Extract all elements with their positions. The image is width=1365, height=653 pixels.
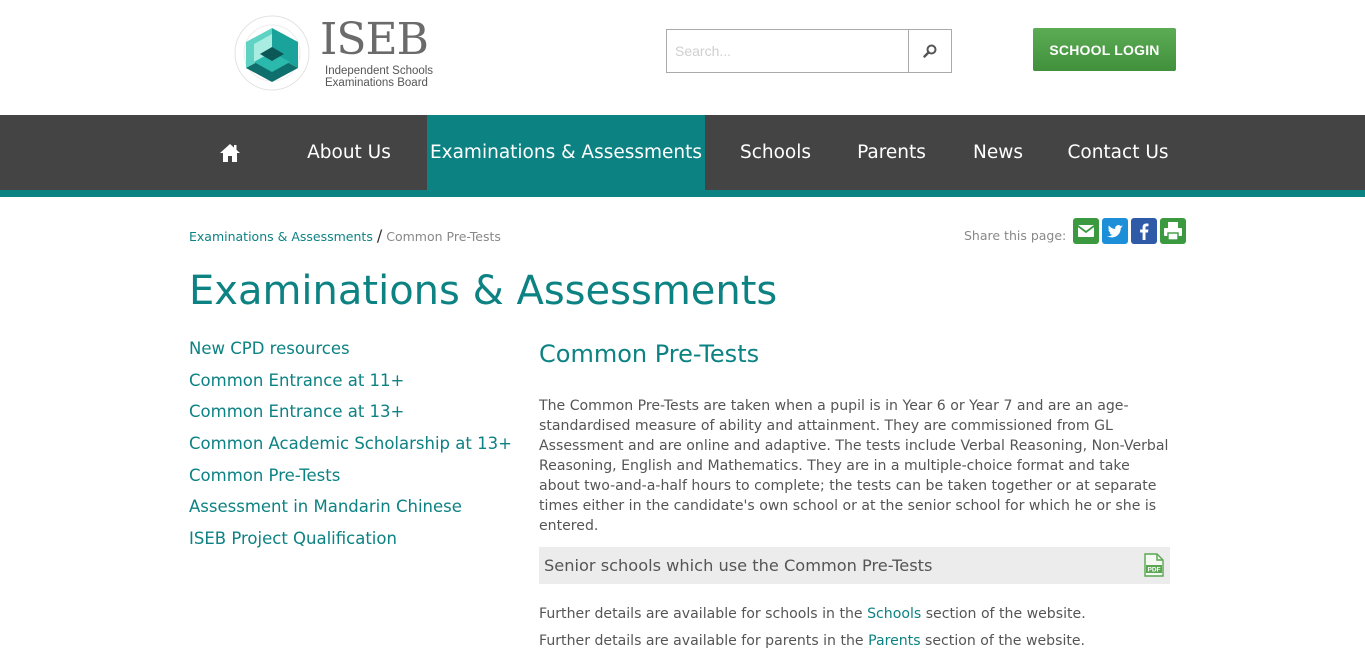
- parents-note: [539, 633, 1170, 649]
- section-heading: Common Pre-Tests: [539, 340, 760, 368]
- intro-paragraph: The Common Pre-Tests are taken when a pupil is in Year 6 or Year 7 and are an age-standardised measure of ability and attainment. They are commissioned from GL Assessment and are online and adaptive. The tests include Verbal Reasoning, Non-Verbal Reasoning, English and Mathematics. They are in a multiple-choice format and take about two-and-a-half hours to complete; the tests can be taken together or at separate times either in the candidate's own school or at the senior school for which he or she is entered.: [539, 398, 1169, 534]
- logo-subtitle: [325, 65, 433, 89]
- pdf-icon[interactable]: [1143, 553, 1165, 577]
- sidebar-item-common-entrance-13[interactable]: Common Entrance at 13+: [189, 402, 405, 422]
- logo-mark-icon: [232, 14, 314, 92]
- nav-contact-us[interactable]: Contact Us: [1067, 142, 1169, 163]
- download-row[interactable]: [539, 547, 1170, 584]
- schools-note-before: Further details are available for schools in the: [539, 606, 868, 622]
- share-label: Share this page:: [964, 227, 1067, 243]
- nav-schools[interactable]: Schools: [739, 142, 812, 163]
- parents-note-after: section of the website.: [920, 633, 1086, 649]
- sidebar-item-common-pre-tests[interactable]: Common Pre-Tests: [189, 465, 341, 485]
- schools-note: [539, 606, 1170, 622]
- parents-note-before: Further details are available for parents in the: [539, 633, 869, 649]
- search-icon: [923, 44, 937, 58]
- nav-news[interactable]: News: [973, 142, 1023, 163]
- sidebar-item-common-entrance-11[interactable]: Common Entrance at 11+: [189, 370, 405, 390]
- logo-subtitle-line2: Examinations Board: [325, 77, 428, 89]
- nav-about-us[interactable]: About Us: [307, 142, 391, 163]
- print-icon[interactable]: [1160, 218, 1186, 244]
- twitter-icon[interactable]: [1102, 218, 1128, 244]
- facebook-icon[interactable]: [1131, 218, 1157, 244]
- search-input[interactable]: [667, 30, 909, 72]
- site-header: [0, 0, 1365, 115]
- logo-title: ISEB: [320, 14, 428, 65]
- breadcrumb-separator: /: [376, 226, 383, 245]
- sidebar-item-mandarin-chinese[interactable]: Assessment in Mandarin Chinese: [189, 497, 462, 517]
- breadcrumb: [189, 226, 501, 245]
- page-title: Examinations & Assessments: [189, 268, 778, 314]
- search-box: [666, 29, 952, 73]
- share-bar: [964, 217, 1186, 245]
- schools-section-link[interactable]: Schools: [867, 606, 922, 622]
- home-icon: [219, 143, 241, 163]
- parents-section-link[interactable]: Parents: [868, 633, 921, 649]
- logo-subtitle-line1: Independent Schools: [325, 65, 434, 77]
- breadcrumb-current: Common Pre-Tests: [386, 229, 501, 244]
- iseb-logo[interactable]: [232, 14, 442, 92]
- download-label[interactable]: Senior schools which use the Common Pre-Tests: [544, 556, 933, 575]
- main-content: [539, 340, 1170, 649]
- sidebar-item-new-cpd-resources[interactable]: New CPD resources: [189, 339, 350, 358]
- school-login-button[interactable]: SCHOOL LOGIN: [1033, 28, 1176, 71]
- nav-accent-strip: [0, 190, 1365, 197]
- search-button[interactable]: [908, 30, 951, 72]
- nav-home[interactable]: [200, 115, 260, 190]
- breadcrumb-link-examinations[interactable]: Examinations & Assessments: [189, 229, 373, 244]
- nav-parents[interactable]: Parents: [857, 142, 926, 163]
- sidebar-item-project-qualification[interactable]: ISEB Project Qualification: [189, 529, 397, 549]
- sidebar-item-scholarship-13[interactable]: Common Academic Scholarship at 13+: [189, 434, 512, 454]
- main-nav: [0, 115, 1365, 190]
- sidebar-nav: [189, 337, 512, 559]
- nav-examinations-assessments[interactable]: Examinations & Assessments: [427, 115, 705, 190]
- svg-text:PDF: PDF: [1147, 566, 1161, 574]
- schools-note-after: section of the website.: [921, 606, 1086, 622]
- email-icon[interactable]: [1073, 218, 1099, 244]
